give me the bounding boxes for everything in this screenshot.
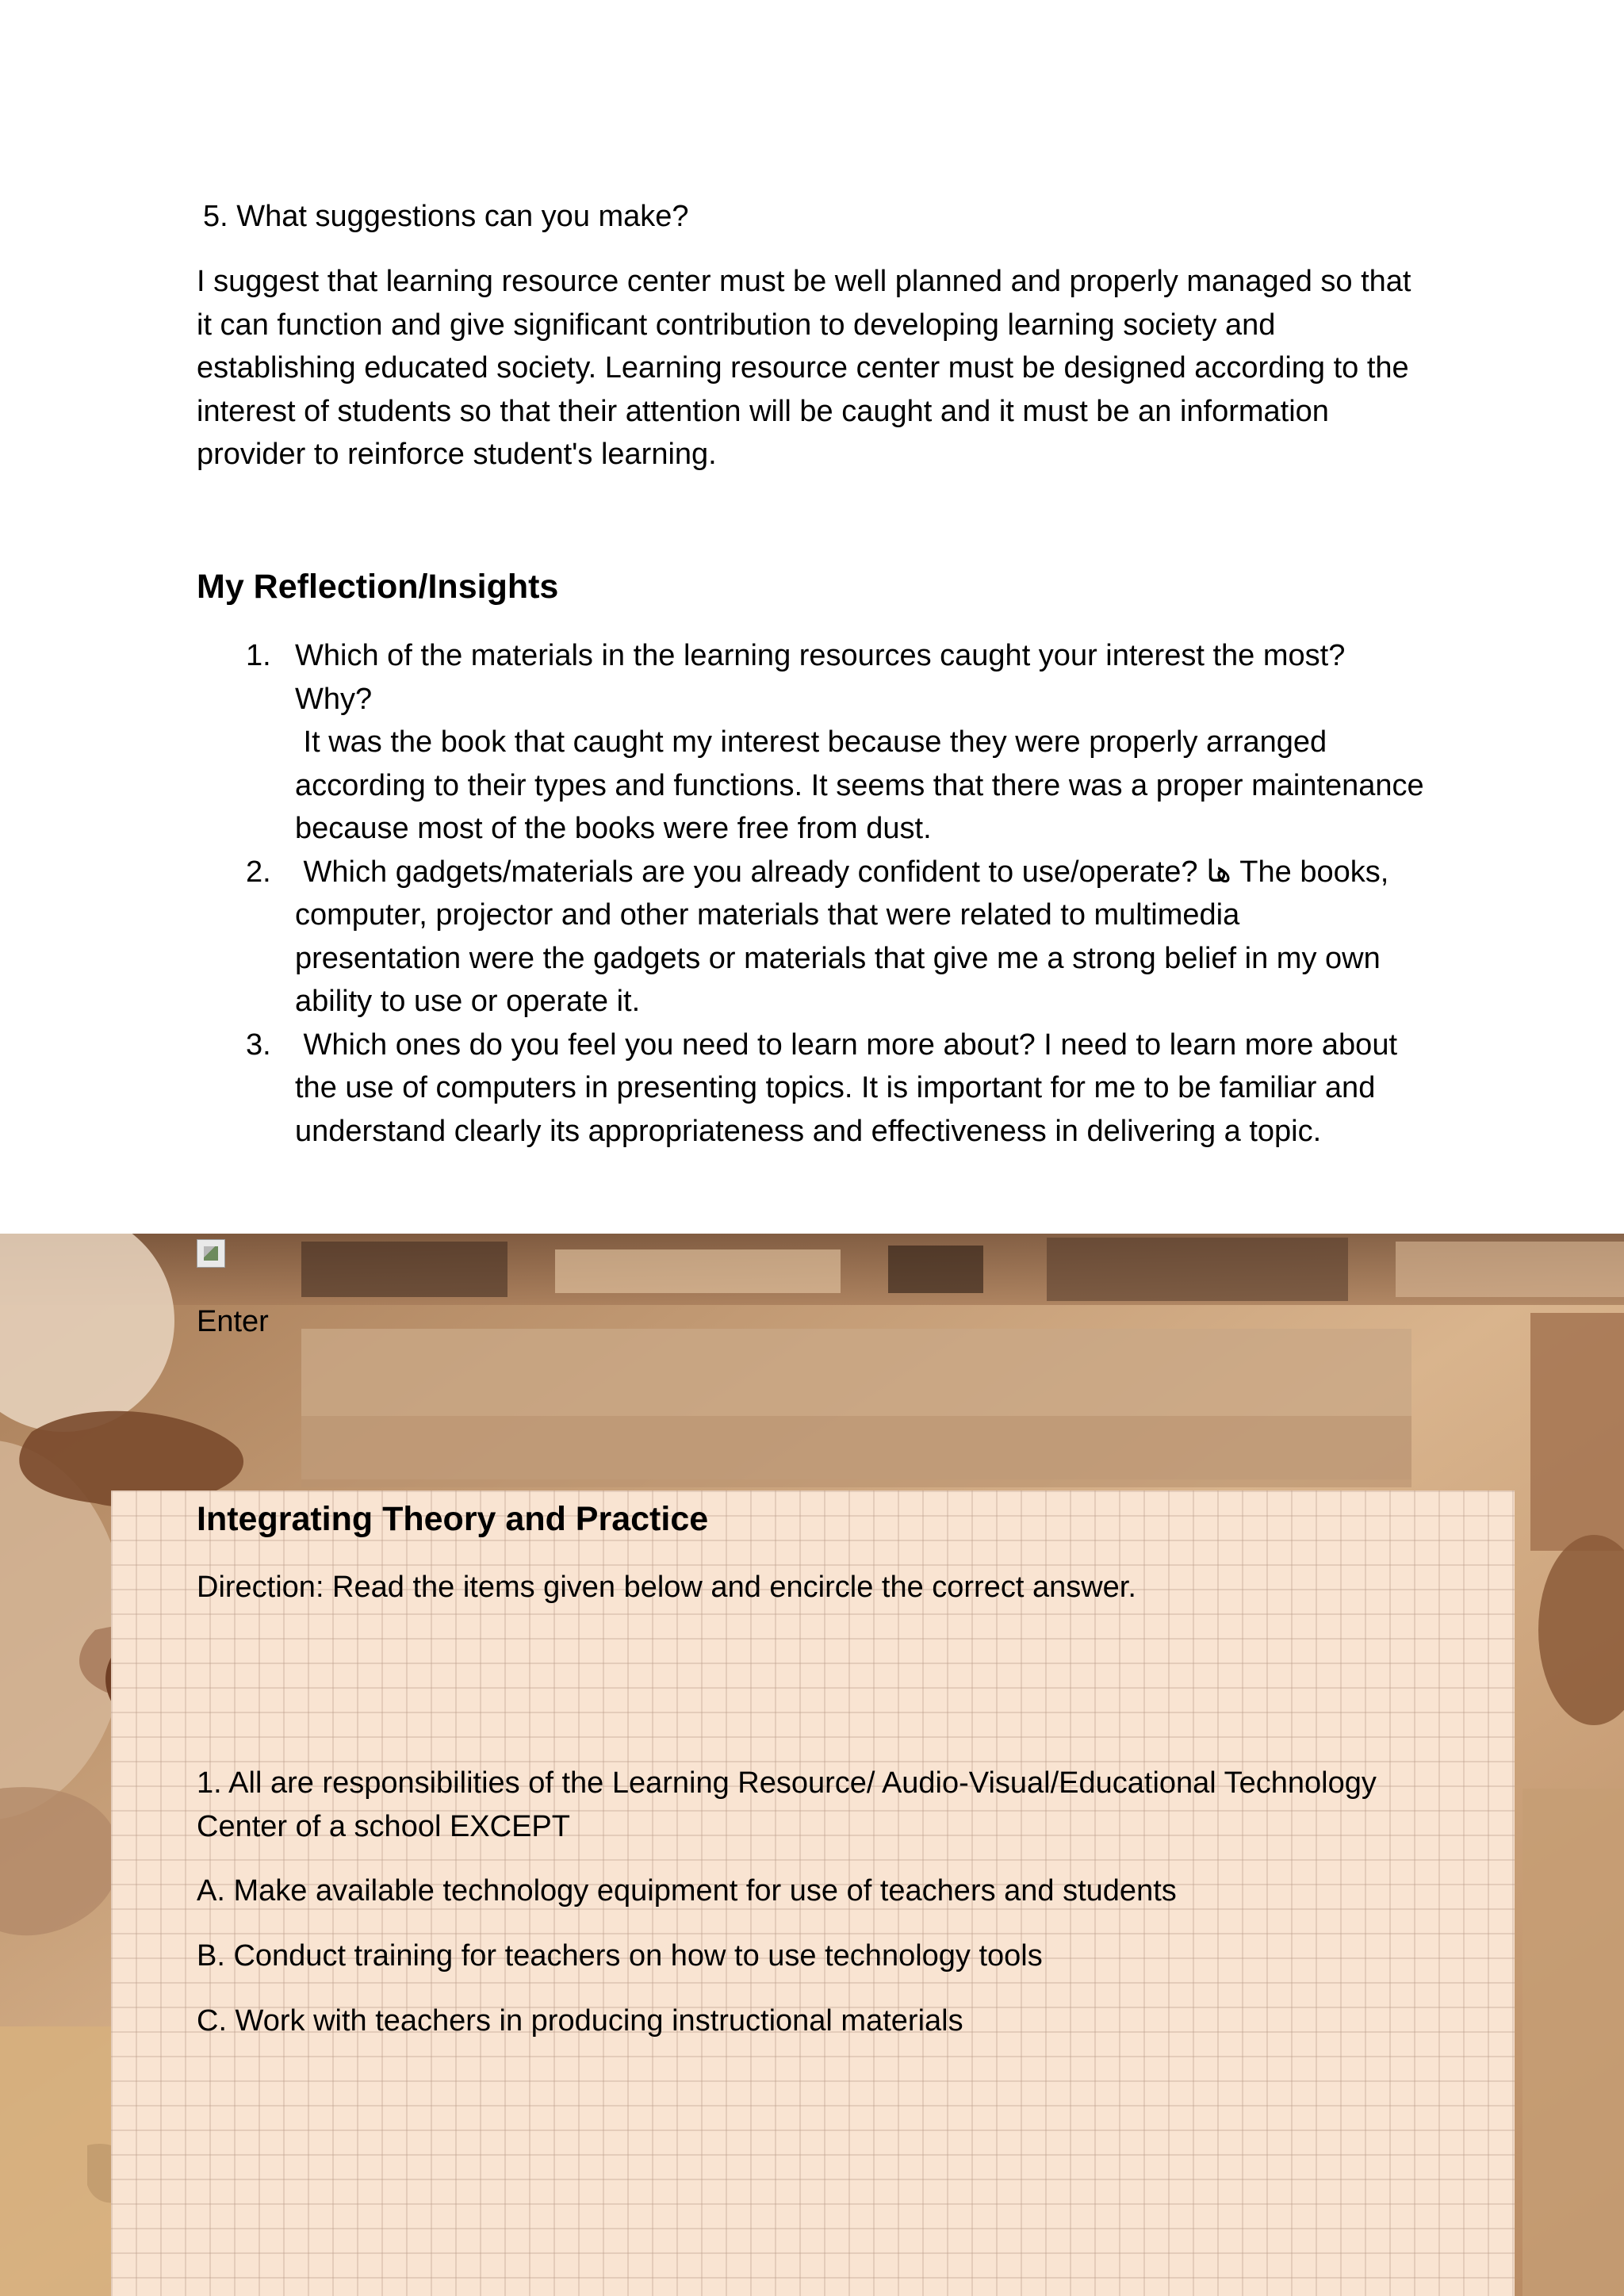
question-5-prompt: 5. What suggestions can you make? [203,200,689,233]
reflection-heading: My Reflection/Insights [197,568,559,606]
reflection-line: because most of the books were free from dust. [295,812,932,845]
reflection-item-1 [197,634,1450,851]
reflection-item-2 [197,851,1450,1024]
reflection-line: Why? [295,682,373,716]
reflection-item-3 [197,1024,1450,1154]
direction-text: Direction: Read the items given below and encircle the correct answer. [197,1571,1136,1604]
reflection-line: ability to use or operate it. [295,985,641,1018]
list-number: 3. [246,1027,271,1062]
reflection-line: computer, projector and other materials that were related to multimedia [295,898,1240,932]
list-number: 2. [246,855,271,889]
list-number: 1. [246,639,271,672]
question-5-answer: I suggest that learning resource center must be well planned and properly managed so that it can function and give significant contribution to developing learning society and establishing educated society. Learning resource center must be designed according to the interest of students so that their attention will be caught and it must be an information provider to reinforce student's learning. [197,265,1411,471]
reflection-line: Which of the materials in the learning resources caught your interest the most? [295,639,1346,672]
choice-a: A. Make available technology equipment for use of teachers and students [197,1874,1177,1908]
enter-label: Enter [197,1305,269,1338]
reflection-line: understand clearly its appropriateness and effectiveness in delivering a topic. [295,1114,1322,1148]
question-1-prompt: 1. All are responsibilities of the Learning Resource/ Audio-Visual/Educational Technology Center of a school EXCEPT [197,1766,1377,1843]
reflection-line: the use of computers in presenting topics. It is important for me to be familiar and [295,1071,1376,1104]
broken-image-icon [197,1239,225,1268]
reflection-line: Which gadgets/materials are you already confident to use/operate? ھا The books, [295,855,1389,889]
reflection-line: according to their types and functions. It seems that there was a proper maintenance [295,768,1424,802]
choice-b: B. Conduct training for teachers on how to use technology tools [197,1939,1043,1973]
reflection-list [197,634,1450,1153]
reflection-line: presentation were the gadgets or materials that give me a strong belief in my own [295,941,1381,975]
section-heading: Integrating Theory and Practice [197,1500,709,1538]
choice-c: C. Work with teachers in producing instructional materials [197,2004,963,2038]
reflection-line: It was the book that caught my interest because they were properly arranged [295,725,1327,759]
reflection-line: Which ones do you feel you need to learn more about? I need to learn more about [295,1027,1398,1062]
